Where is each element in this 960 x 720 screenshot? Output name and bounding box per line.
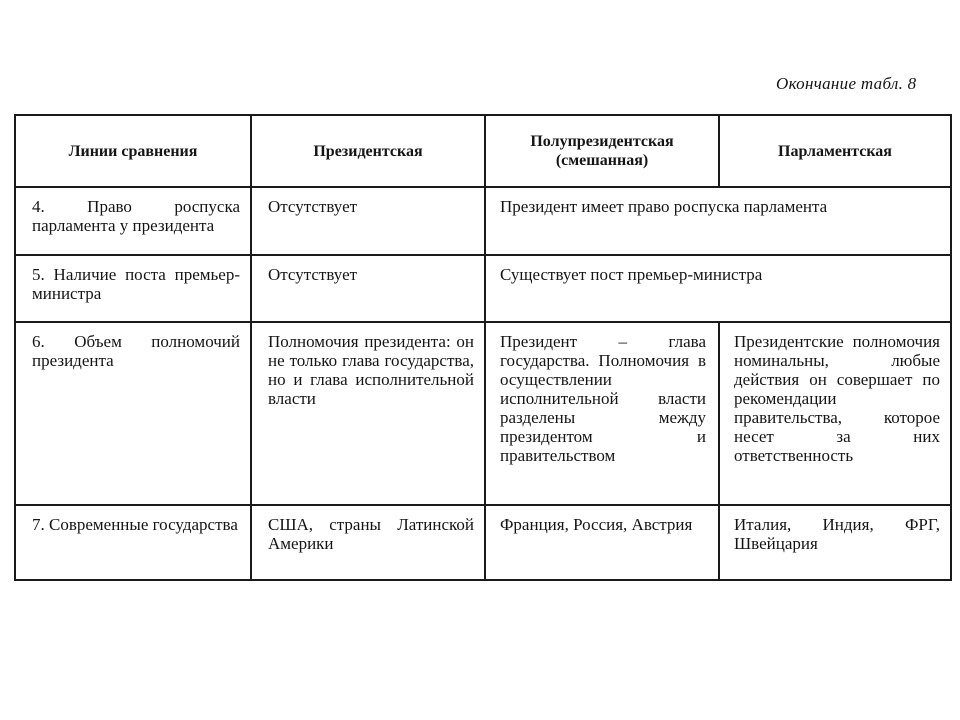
table-caption: Окончание табл. 8 (776, 74, 917, 93)
comparison-table (14, 114, 952, 581)
cell-presidential: Отсутствует (251, 187, 485, 255)
cell-presidential: Полномочия президента: он не только глава государства, но и глава исполнительной власти (251, 322, 485, 505)
header-parliamentary: Парламентская (719, 115, 951, 187)
header-semi-presidential: Полупрезидентская (смешанная) (485, 115, 719, 187)
header-presidential: Президентская (251, 115, 485, 187)
table-header-row (15, 115, 951, 187)
cell-semi-and-parliamentary: Существует пост премьер-министра (485, 255, 951, 322)
cell-presidential: Отсутствует (251, 255, 485, 322)
cell-presidential: США, страны Латинской Америки (251, 505, 485, 580)
table-row (15, 187, 951, 255)
table-row (15, 255, 951, 322)
header-criteria: Линии сравнения (15, 115, 251, 187)
cell-parliamentary: Президентские полномочия номинальны, любые действия он совершает по рекомендации правительства, которое несет за них ответственность (719, 322, 951, 505)
table-row (15, 505, 951, 580)
cell-semi-and-parliamentary: Президент имеет право роспуска парламента (485, 187, 951, 255)
cell-semi-presidential: Франция, Россия, Австрия (485, 505, 719, 580)
row-criterion: 5. Наличие поста премьер-министра (15, 255, 251, 322)
table-row (15, 322, 951, 505)
row-criterion: 7. Современные государства (15, 505, 251, 580)
row-criterion: 4. Право роспуска парламента у президента (15, 187, 251, 255)
cell-semi-presidential: Президент – глава государства. Полномочия в осуществлении исполнительной власти разделены между президентом и правительством (485, 322, 719, 505)
row-criterion: 6. Объем полномочий президента (15, 322, 251, 505)
cell-parliamentary: Италия, Индия, ФРГ, Швейцария (719, 505, 951, 580)
